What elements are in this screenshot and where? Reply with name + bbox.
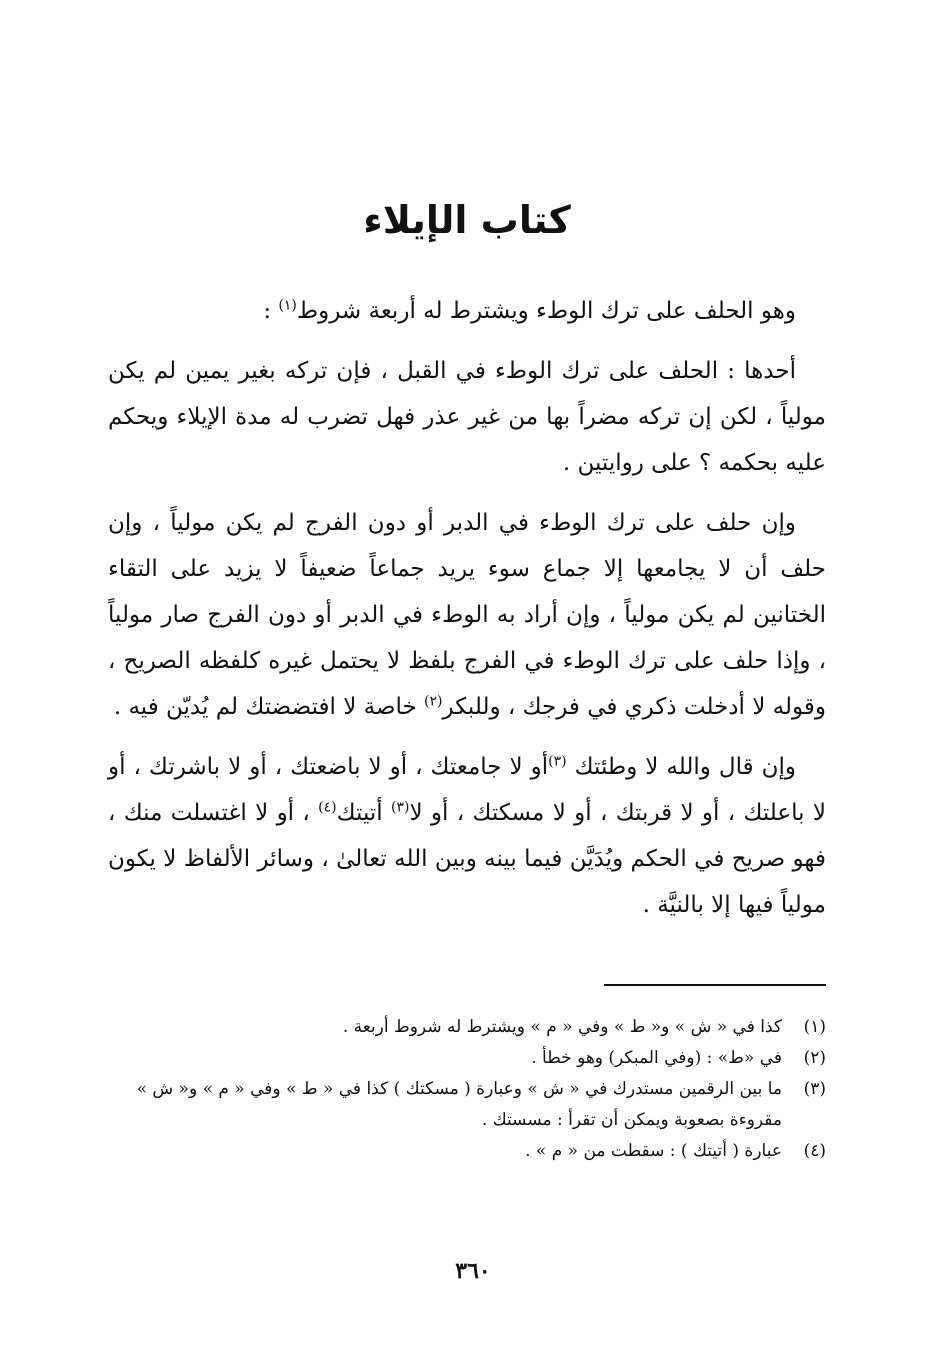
footnote-number: (١): [803, 1017, 826, 1037]
intro-tail: :: [263, 298, 279, 324]
footnote-1: [108, 1012, 826, 1043]
footnote-4: [108, 1136, 826, 1167]
footnote-text: ما بين الرقمين مستدرك في « ش » وعبارة ( مسكتك ) كذا في « ط » وفي « م » و« ش » مقروءة بصعوبة ويمكن أن تقرأ : مسستك .: [136, 1079, 782, 1130]
footnote-text: كذا في « ش » و« ط » وفي « م » ويشترط له شروط أربعة .: [342, 1017, 782, 1037]
footnote-ref-3a[interactable]: (٣): [548, 753, 567, 770]
footnote-number: (٣): [803, 1079, 826, 1099]
paragraph-2-text-b: خاصة لا افتضضتك لم يُديّن فيه .: [113, 694, 425, 720]
footnote-ref-2[interactable]: (٢): [424, 693, 443, 710]
chapter-title: كتاب الإيلاء: [363, 198, 571, 242]
footnote-3: [108, 1074, 826, 1136]
footnote-ref-3b[interactable]: (٣): [391, 799, 410, 816]
footnote-number: (٤): [803, 1141, 826, 1161]
footnote-ref-1[interactable]: (١): [278, 297, 297, 314]
footnotes: [108, 1012, 826, 1167]
paragraph-3-text-c: أتيتك: [336, 800, 392, 826]
paragraph-3-text-a: وإن قال والله لا وطئتك: [566, 754, 796, 780]
footnote-number: (٢): [803, 1048, 826, 1068]
intro-paragraph: [108, 288, 826, 334]
footnote-text: في «ط» : (وفي المبكر) وهو خطأ .: [531, 1048, 782, 1068]
footnote-2: [108, 1043, 826, 1074]
paragraph-3: [108, 744, 826, 928]
paragraph-1-text: أحدها : الحلف على ترك الوطء في القبل ، فإن تركه بغير يمين لم يكن مولياً ، لكن إن تركه مضراً بها من غير عذر فهل تضرب له مدة الإيلاء ويحكم عليه بحكمه ؟ على روايتين .: [108, 358, 826, 476]
footnote-ref-4[interactable]: (٤): [318, 799, 337, 816]
paragraph-3-text-d: ، أو لا اغتسلت منك ، فهو صريح في الحكم ويُدَيَّن فيما بينه وبين الله تعالىٰ ، وسائر الألفاظ لا يكون مولياً فيها إلا بالنيَّة .: [108, 800, 826, 918]
paragraph-2-text-a: وإن حلف على ترك الوطء في الدبر أو دون الفرج لم يكن مولياً ، وإن حلف أن لا يجامعها إلا جماع سوء يريد جماعاً ضعيفاً لا يزيد على التقاء الختانين لم يكن مولياً ، وإن أراد به الوطء في الدبر أو دون الفرج صار مولياً ، وإذا حلف على ترك الوطء في الفرج بلفظ لا يحتمل غيره كلفظه الصريح ، وقوله لا أدخلت ذكري في فرجك ، وللبكر: [108, 510, 826, 720]
footnote-separator: [604, 984, 826, 986]
paragraph-2: [108, 500, 826, 730]
page-number: ٣٦٠: [455, 1258, 491, 1284]
paragraph-3-text-b: أو لا جامعتك ، أو لا باضعتك ، أو لا باشرتك ، أو لا باعلتك ، أو لا قربتك ، أو لا مسكتك ، أو لا: [108, 754, 826, 826]
intro-text: وهو الحلف على ترك الوطء ويشترط له أربعة شروط: [296, 298, 796, 324]
paragraph-1: [108, 348, 826, 486]
main-text: [108, 190, 826, 942]
footnote-text: عبارة ( أتيتك ) : سقطت من « م » .: [525, 1141, 782, 1161]
